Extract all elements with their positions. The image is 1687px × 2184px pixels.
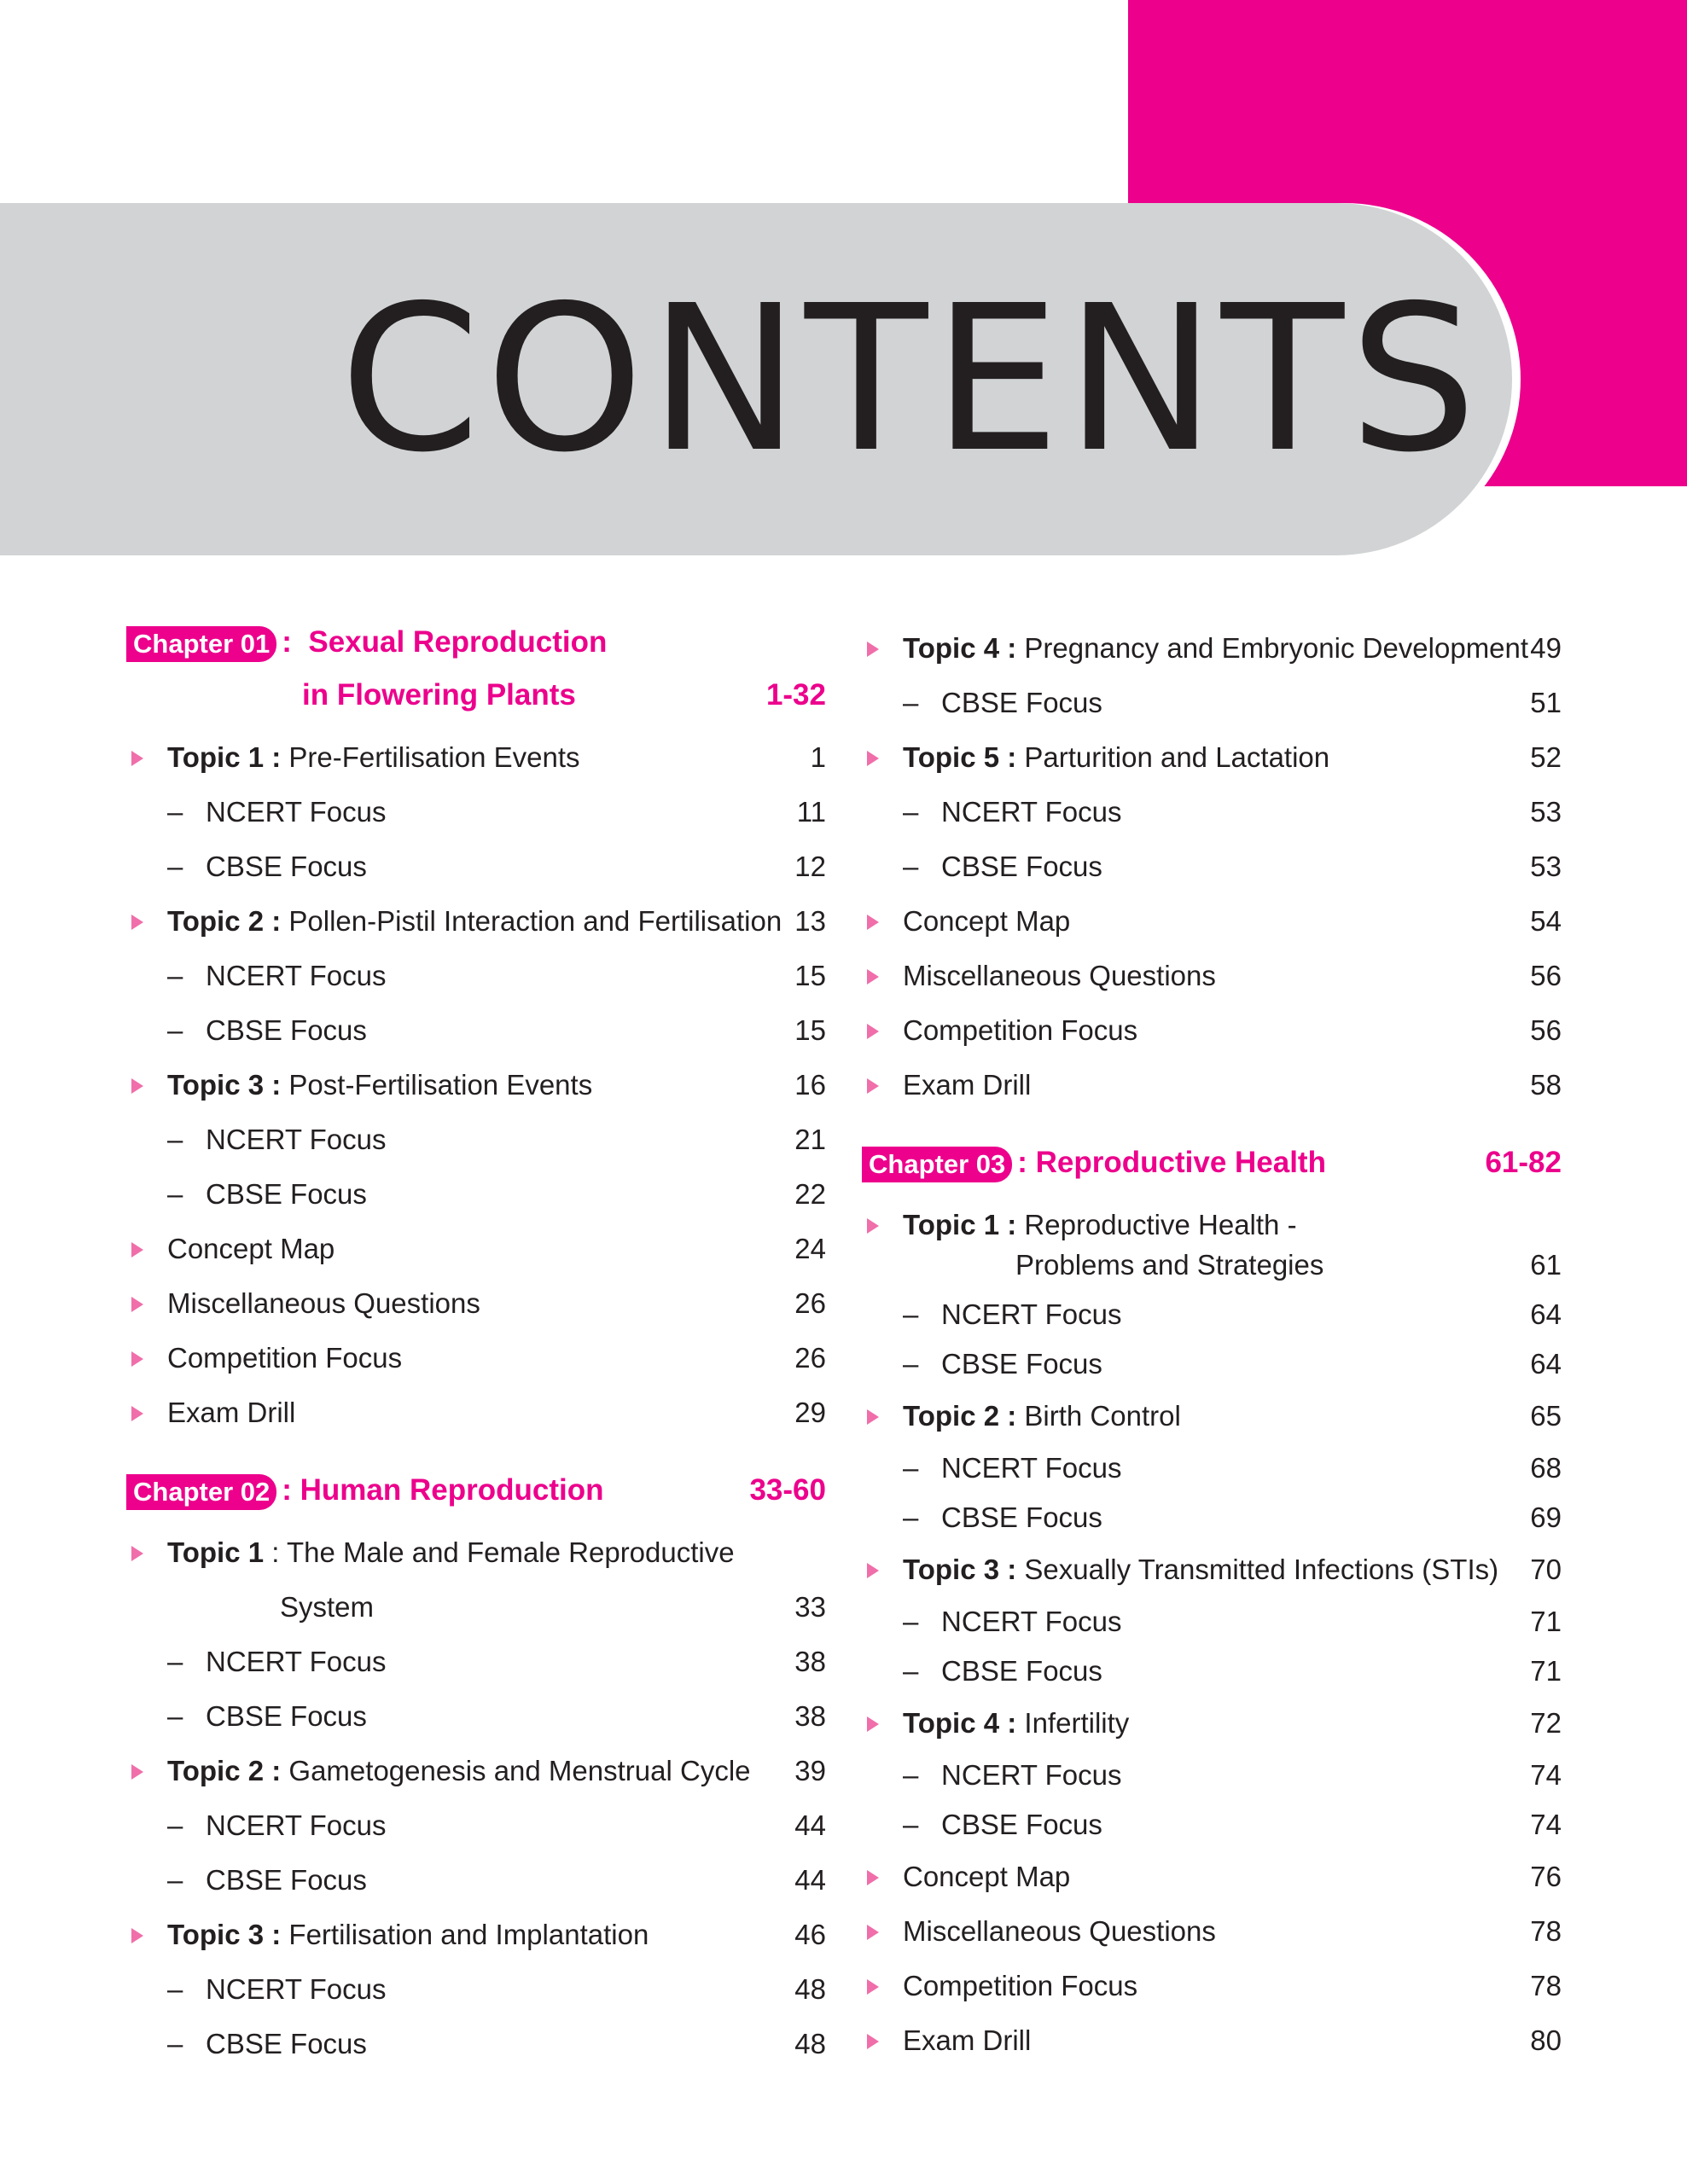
toc-item-competition-focus[interactable]: Competition Focus 56 (862, 1003, 1562, 1058)
triangle-bullet-icon (867, 1218, 879, 1234)
page-number: 72 (1530, 1707, 1562, 1739)
triangle-bullet-icon (867, 2034, 879, 2049)
toc-subitem[interactable]: – NCERT Focus 53 (862, 785, 1562, 839)
page-number: 70 (1530, 1554, 1562, 1585)
triangle-bullet-icon (867, 1716, 879, 1732)
toc-item-concept-map[interactable]: Concept Map 54 (862, 894, 1562, 949)
toc-item-miscellaneous[interactable]: Miscellaneous Questions 26 (126, 1276, 826, 1331)
triangle-bullet-icon (867, 1409, 879, 1425)
chapter-badge: Chapter 01 (126, 626, 276, 662)
chapter-page-range: 33-60 (749, 1473, 826, 1507)
page-number: 65 (1530, 1400, 1562, 1432)
toc-topic[interactable]: Topic 3 : Fertilisation and Implantation 46 (126, 1908, 826, 1962)
toc-topic-continued[interactable]: Problems and Strategies 61 (862, 1244, 1562, 1290)
page-number: 1 (810, 741, 826, 773)
toc-topic[interactable]: Topic 5 : Parturition and Lactation 52 (862, 730, 1562, 785)
toc-subitem[interactable]: – NCERT Focus 38 (126, 1635, 826, 1689)
page-number: 64 (1530, 1348, 1562, 1380)
page-number: 12 (794, 851, 826, 882)
toc-topic[interactable]: Topic 3 : Sexually Transmitted Infections (STIs) 70 (862, 1542, 1562, 1597)
page-number: 56 (1530, 1014, 1562, 1046)
triangle-bullet-icon (867, 1563, 879, 1578)
triangle-bullet-icon (867, 1024, 879, 1039)
toc-topic[interactable]: Topic 1 : Reproductive Health - (862, 1198, 1562, 1252)
toc-item-exam-drill[interactable]: Exam Drill 29 (126, 1385, 826, 1440)
dash-icon: – (903, 851, 919, 882)
dash-icon: – (903, 1452, 919, 1484)
toc-item-exam-drill[interactable]: Exam Drill 80 (862, 2013, 1562, 2068)
toc-subitem[interactable]: – CBSE Focus 12 (126, 839, 826, 894)
chapter-badge: Chapter 02 (126, 1474, 276, 1510)
toc-subitem[interactable]: – CBSE Focus 44 (126, 1853, 826, 1908)
toc-item-miscellaneous[interactable]: Miscellaneous Questions 78 (862, 1904, 1562, 1959)
dash-icon: – (903, 1298, 919, 1330)
triangle-bullet-icon (131, 915, 143, 930)
toc-subitem[interactable]: – NCERT Focus 74 (862, 1751, 1562, 1800)
dash-icon: – (903, 687, 919, 718)
toc-item-competition-focus[interactable]: Competition Focus 78 (862, 1959, 1562, 2013)
toc-subitem[interactable]: – CBSE Focus 69 (862, 1493, 1562, 1542)
page-number: 44 (794, 1864, 826, 1896)
triangle-bullet-icon (131, 1078, 143, 1094)
triangle-bullet-icon (131, 751, 143, 766)
page-number: 51 (1530, 687, 1562, 718)
page-number: 71 (1530, 1606, 1562, 1637)
toc-topic-continued[interactable]: System 33 (126, 1580, 826, 1635)
page-number: 53 (1530, 796, 1562, 828)
page-number: 13 (794, 905, 826, 937)
page-number: 68 (1530, 1452, 1562, 1484)
toc-topic[interactable]: Topic 2 : Pollen-Pistil Interaction and Fertilisation 13 (126, 894, 826, 949)
dash-icon: – (903, 1809, 919, 1840)
page-number: 54 (1530, 905, 1562, 937)
page-number: 80 (1530, 2024, 1562, 2056)
triangle-bullet-icon (867, 1925, 879, 1940)
dash-icon: – (167, 1973, 183, 2005)
toc-subitem[interactable]: – CBSE Focus 64 (862, 1339, 1562, 1389)
page-number: 15 (794, 1014, 826, 1046)
dash-icon: – (167, 1178, 183, 1210)
page-number: 11 (796, 796, 826, 828)
dash-icon: – (167, 1864, 183, 1896)
triangle-bullet-icon (867, 915, 879, 930)
toc-topic[interactable]: Topic 4 : Infertility 72 (862, 1696, 1562, 1751)
dash-icon: – (167, 960, 183, 991)
page-number: 44 (794, 1809, 826, 1841)
page-number: 39 (794, 1755, 826, 1786)
dash-icon: – (167, 1124, 183, 1155)
triangle-bullet-icon (131, 1546, 143, 1561)
page-number: 48 (794, 2028, 826, 2059)
page-number: 26 (794, 1287, 826, 1319)
triangle-bullet-icon (131, 1351, 143, 1367)
page-number: 22 (794, 1178, 826, 1210)
page-title: CONTENTS (340, 262, 1482, 497)
dash-icon: – (903, 796, 919, 828)
page-number: 69 (1530, 1502, 1562, 1533)
toc-subitem[interactable]: – CBSE Focus 15 (126, 1003, 826, 1058)
chapter-title: Reproductive Health (1035, 1146, 1326, 1179)
dash-icon: – (903, 1606, 919, 1637)
page-number: 56 (1530, 960, 1562, 991)
toc-topic[interactable]: Topic 4 : Pregnancy and Embryonic Development 49 (862, 621, 1562, 676)
toc-topic[interactable]: Topic 3 : Post-Fertilisation Events 16 (126, 1058, 826, 1112)
dash-icon: – (903, 1502, 919, 1533)
toc-subitem[interactable]: – NCERT Focus 21 (126, 1112, 826, 1167)
page-number: 46 (794, 1919, 826, 1950)
page-number: 53 (1530, 851, 1562, 882)
page-number: 33 (794, 1591, 826, 1623)
dash-icon: – (167, 1809, 183, 1841)
page-number: 61 (1530, 1249, 1562, 1281)
toc-item-miscellaneous[interactable]: Miscellaneous Questions 56 (862, 949, 1562, 1003)
triangle-bullet-icon (867, 751, 879, 766)
toc-subitem[interactable]: – CBSE Focus 22 (126, 1167, 826, 1222)
page-number: 76 (1530, 1861, 1562, 1892)
page-number: 24 (794, 1233, 826, 1264)
chapter-page-range: 1-32 (765, 678, 826, 712)
toc-subitem[interactable]: – CBSE Focus 51 (862, 676, 1562, 730)
chapter-title: Human Reproduction (300, 1473, 604, 1507)
page-number: 58 (1530, 1069, 1562, 1101)
page-number: 49 (1530, 632, 1562, 664)
toc-left-column (126, 616, 826, 2071)
toc-subitem[interactable]: – CBSE Focus 71 (862, 1647, 1562, 1696)
triangle-bullet-icon (867, 1870, 879, 1885)
toc-subitem[interactable]: – NCERT Focus 48 (126, 1962, 826, 2017)
page-number: 74 (1530, 1809, 1562, 1840)
toc-subitem[interactable]: – NCERT Focus 68 (862, 1443, 1562, 1493)
chapter-page-range: 61-82 (1485, 1146, 1562, 1179)
dash-icon: – (903, 1348, 919, 1380)
triangle-bullet-icon (131, 1297, 143, 1312)
chapter-03-heading[interactable]: Chapter 03 : Reproductive Health 61-82 (862, 1136, 1562, 1189)
page-number: 16 (794, 1069, 826, 1101)
page-number: 78 (1530, 1970, 1562, 2001)
toc-item-concept-map[interactable]: Concept Map 24 (126, 1222, 826, 1276)
dash-icon: – (167, 2028, 183, 2059)
chapter-01-heading[interactable]: Chapter 01 : Sexual Reproduction in Flowering Plants 1-32 (126, 616, 826, 722)
page-number: 38 (794, 1646, 826, 1677)
triangle-bullet-icon (131, 1242, 143, 1258)
toc-right-column (862, 621, 1562, 2068)
chapter-title: Sexual Reproduction (308, 625, 608, 659)
page-number: 26 (794, 1342, 826, 1374)
triangle-bullet-icon (867, 1078, 879, 1094)
triangle-bullet-icon (131, 1764, 143, 1780)
dash-icon: – (167, 1700, 183, 1732)
dash-icon: – (167, 851, 183, 882)
toc-item-concept-map[interactable]: Concept Map 76 (862, 1850, 1562, 1904)
page-number: 15 (794, 960, 826, 991)
dash-icon: – (167, 796, 183, 828)
chapter-02-heading[interactable]: Chapter 02 : Human Reproduction 33-60 (126, 1464, 826, 1517)
page-number: 74 (1530, 1759, 1562, 1791)
toc-item-exam-drill[interactable]: Exam Drill 58 (862, 1058, 1562, 1112)
dash-icon: – (167, 1014, 183, 1046)
toc-subitem[interactable]: – CBSE Focus 48 (126, 2017, 826, 2071)
page-number: 38 (794, 1700, 826, 1732)
toc-subitem[interactable]: – NCERT Focus 71 (862, 1597, 1562, 1647)
dash-icon: – (903, 1655, 919, 1687)
toc-subitem[interactable]: – NCERT Focus 64 (862, 1290, 1562, 1339)
toc-subitem[interactable]: – CBSE Focus 53 (862, 839, 1562, 894)
toc-subitem[interactable]: – CBSE Focus 38 (126, 1689, 826, 1744)
chapter-title-continued: in Flowering Plants (302, 678, 576, 712)
triangle-bullet-icon (867, 969, 879, 985)
dash-icon: – (903, 1759, 919, 1791)
page-number: 29 (794, 1397, 826, 1428)
page-number: 64 (1530, 1298, 1562, 1330)
page-number: 21 (794, 1124, 826, 1155)
toc-topic[interactable]: Topic 2 : Birth Control 65 (862, 1389, 1562, 1443)
toc-subitem[interactable]: – NCERT Focus 11 (126, 785, 826, 839)
dash-icon: – (167, 1646, 183, 1677)
toc-subitem[interactable]: – NCERT Focus 15 (126, 949, 826, 1003)
toc-item-competition-focus[interactable]: Competition Focus 26 (126, 1331, 826, 1385)
page-number: 71 (1530, 1655, 1562, 1687)
triangle-bullet-icon (867, 642, 879, 657)
triangle-bullet-icon (867, 1979, 879, 1995)
toc-subitem[interactable]: – NCERT Focus 44 (126, 1798, 826, 1853)
toc-topic[interactable]: Topic 1 : The Male and Female Reproductive (126, 1525, 826, 1580)
triangle-bullet-icon (131, 1928, 143, 1943)
page-number: 48 (794, 1973, 826, 2005)
toc-subitem[interactable]: – CBSE Focus 74 (862, 1800, 1562, 1850)
page-number: 52 (1530, 741, 1562, 773)
toc-topic[interactable]: Topic 2 : Gametogenesis and Menstrual Cycle 39 (126, 1744, 826, 1798)
triangle-bullet-icon (131, 1406, 143, 1421)
chapter-badge: Chapter 03 (862, 1147, 1012, 1182)
page-number: 78 (1530, 1915, 1562, 1947)
toc-topic[interactable]: Topic 1 : Pre-Fertilisation Events 1 (126, 730, 826, 785)
